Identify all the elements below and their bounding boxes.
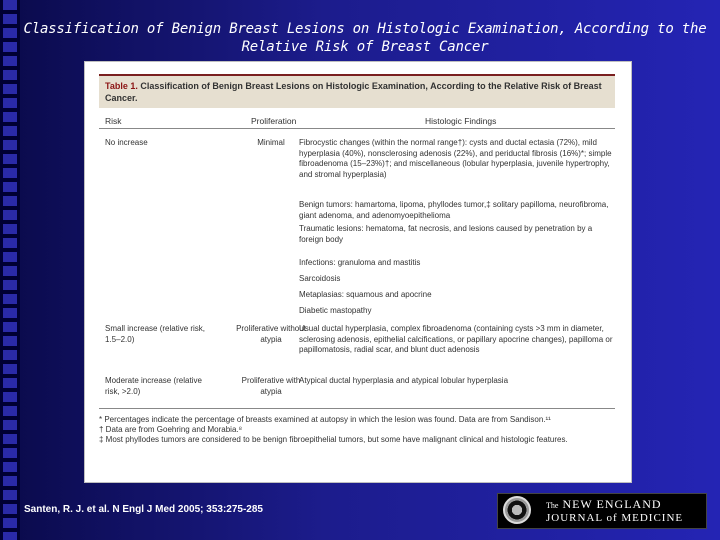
- finding-sarcoidosis: Sarcoidosis: [299, 274, 341, 283]
- column-header-risk: Risk: [105, 116, 122, 126]
- finding-diabetic-mastopathy: Diabetic mastopathy: [299, 306, 372, 315]
- slide-title: Classification of Benign Breast Lesions on Histologic Examination, According to the Relative Risk of Breast Cancer: [23, 21, 707, 55]
- finding-usual-ductal-hyperplasia: Usual ductal hyperplasia, complex fibroadenoma (containing cysts >3 mm in diameter, sclerosing adenosis, epithelial calcifications, or papillary apocrine changes), papilloma or papillomatosis, radial scar, and blunt duct adenosis: [299, 324, 613, 354]
- column-header-findings: Histologic Findings: [425, 116, 497, 126]
- footnote: ‡ Most phyllodes tumors are considered to be benign fibroepithelial tumors, but some have malignant clinical and histologic features.: [99, 435, 568, 444]
- logo-line-1: [546, 497, 662, 512]
- finding-benign-tumors: Benign tumors: hamartoma, lipoma, phyllodes tumor,‡ solitary papilloma, neurofibroma, giant adenoma, and adenomyoepithelioma: [299, 200, 609, 220]
- table-footnotes: [99, 415, 615, 445]
- nejm-logo: [497, 493, 707, 529]
- table-bottom-rule: [99, 408, 615, 409]
- footnote: * Percentages indicate the percentage of breasts examined at autopsy in which the lesion was found. Data are from Sandison.¹¹: [99, 415, 551, 424]
- finding-traumatic-lesions: Traumatic lesions: hematoma, fat necrosis, and lesions caused by penetration by a foreign body: [299, 224, 593, 244]
- row-proliferation-with-atypia: Proliferative with atypia: [241, 376, 301, 396]
- logo-the: The: [546, 501, 559, 510]
- nejm-seal-icon: [503, 496, 531, 524]
- logo-name: NEW ENGLAND: [562, 497, 662, 511]
- column-header-row: [99, 114, 615, 129]
- table-caption: Classification of Benign Breast Lesions on Histologic Examination, According to the Relative Risk of Breast Cancer.: [105, 81, 602, 103]
- finding-fibrocystic: Fibrocystic changes (within the normal range†): cysts and ductal ectasia (72%), mild hyperplasia (40%), nonsclerosing adenosis (22%), and periductal fibrosis (16%)*; simple fibroadenoma (15–23%)†; and miscellaneous (lobular hyperplasia, juvenile hypertrophy, and stromal hyperplasia): [299, 138, 612, 179]
- finding-metaplasias: Metaplasias: squamous and apocrine: [299, 290, 432, 299]
- logo-line-2: JOURNAL of MEDICINE: [546, 512, 684, 524]
- row-proliferation-minimal: Minimal: [257, 138, 285, 147]
- citation: Santen, R. J. et al. N Engl J Med 2005; 353:275-285: [24, 504, 263, 515]
- finding-infections: Infections: granuloma and mastitis: [299, 258, 421, 267]
- table-header-band: [99, 74, 615, 108]
- left-square-strip: [0, 0, 20, 540]
- table-label: Table 1.: [105, 81, 138, 91]
- finding-atypical-hyperplasia: Atypical ductal hyperplasia and atypical lobular hyperplasia: [299, 376, 509, 385]
- table-image-panel: [84, 61, 632, 483]
- footnote: † Data are from Goehring and Morabia.⁸: [99, 425, 243, 434]
- row-risk-small-increase: Small increase (relative risk, 1.5–2.0): [105, 324, 206, 344]
- column-header-proliferation: Proliferation: [251, 116, 297, 126]
- table-title: [105, 80, 605, 104]
- row-risk-moderate-increase: Moderate increase (relative risk, >2.0): [105, 376, 202, 396]
- row-proliferation-without-atypia: Proliferative without atypia: [236, 324, 306, 344]
- row-risk-no-increase: No increase: [105, 138, 148, 147]
